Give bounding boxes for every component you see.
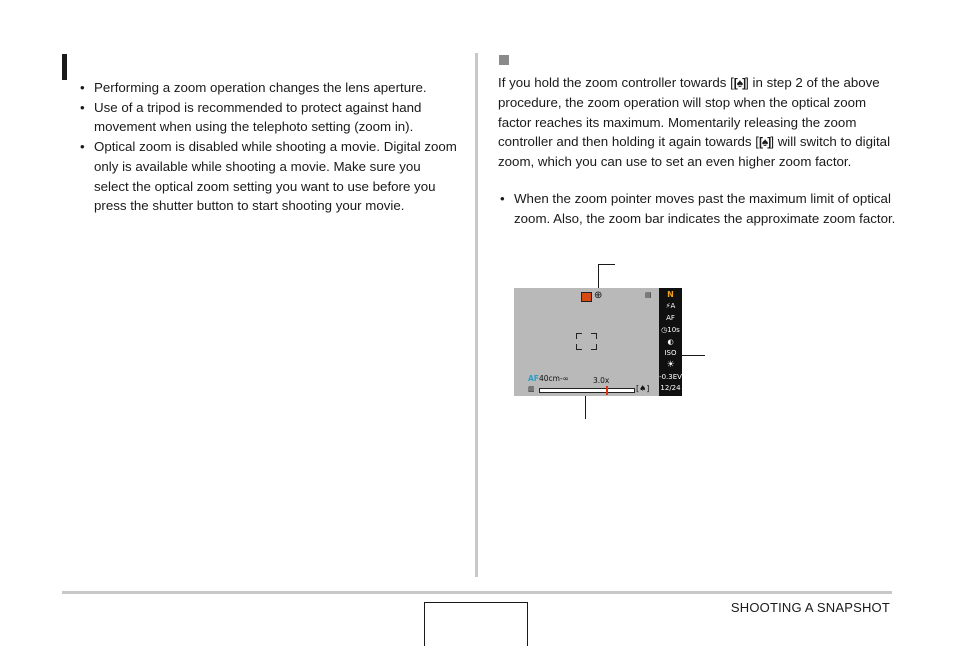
movie-mode-icon <box>581 292 592 302</box>
focus-distance: 40cm-∞ <box>539 374 569 383</box>
digital-zoom-paragraph: If you hold the zoom controller towards [[♠]] in step 2 of the above procedure, the zoom operation will stop when the optical zoom factor reaches its maximum. Momentarily releasing the zoom controller and then holding it again towards [[♠]] will switch to digital zoom, which you can use to set an even higher zoom factor. <box>498 75 891 170</box>
af-indicator: AF <box>528 374 539 383</box>
shot-counter: 12/24 <box>660 384 681 392</box>
list-item-text: Optical zoom is disabled while shooting a movie. Digital zoom only is available while shooting a movie. Make sure you select the optical zoom setting you want to use before you press the shutter button to start shooting your movie. <box>94 139 457 214</box>
zoom-telephoto-icon: [♠] <box>733 76 746 90</box>
list-item: • Optical zoom is disabled while shooting a movie. Digital zoom only is available while shooting a movie. Make sure you select the optical zoom setting you want to use before you press the shutter button to start shooting your movie. <box>80 139 457 214</box>
zoom-notes-list <box>498 189 898 228</box>
page-number-box <box>424 602 528 646</box>
notes-list <box>78 78 458 216</box>
metering-icon: ◐ <box>667 338 674 346</box>
settings-panel <box>659 288 682 396</box>
list-item-text: Performing a zoom operation changes the lens aperture. <box>94 80 427 95</box>
digital-zoom-icon: ⊕ <box>594 290 603 301</box>
list-item: • When the zoom pointer moves past the maximum limit of optical zoom. Also, the zoom bar indicates the approximate zoom factor. <box>500 191 896 226</box>
list-item: • Use of a tripod is recommended to protect against hand movement when using the telephoto setting (zoom in). <box>80 99 422 135</box>
list-item: • Performing a zoom operation changes the lens aperture. <box>80 80 427 95</box>
callout-line-top-horizontal <box>598 264 615 265</box>
focus-mode-icon: AF <box>666 314 675 322</box>
zoom-bar <box>539 388 635 393</box>
tele-end-icon: [♠] <box>636 384 650 393</box>
callout-line-bottom-vertical <box>585 392 586 419</box>
self-timer-icon: ◷10s <box>661 326 680 334</box>
exposure-compensation: -0.3EV <box>659 373 682 381</box>
list-item-text: When the zoom pointer moves past the maximum limit of optical zoom. Also, the zoom bar indicates the approximate zoom factor. <box>514 191 896 226</box>
section-title: SHOOTING A SNAPSHOT <box>730 600 890 615</box>
camera-lcd-screen <box>514 288 682 396</box>
section-marker-bar <box>62 54 67 80</box>
white-balance-icon: ☀ <box>666 360 675 370</box>
zoom-factor-readout: 3.0x <box>593 376 610 385</box>
flash-icon: ⚡A <box>665 302 676 310</box>
focus-frame <box>576 333 597 350</box>
wide-end-icon: ▥ <box>528 385 535 393</box>
column-divider <box>475 53 478 577</box>
iso-icon: ISO <box>664 349 677 357</box>
zoom-telephoto-icon: [♠] <box>758 134 771 149</box>
image-quality-icon: N <box>667 290 674 299</box>
image-size-icon: ▤ <box>645 291 652 299</box>
zoom-pointer <box>606 386 608 395</box>
subsection-square-marker <box>499 55 509 65</box>
list-item-text: Use of a tripod is recommended to protect against hand movement when using the telephoto setting (zoom in). <box>94 99 422 135</box>
footer-divider <box>62 591 892 594</box>
